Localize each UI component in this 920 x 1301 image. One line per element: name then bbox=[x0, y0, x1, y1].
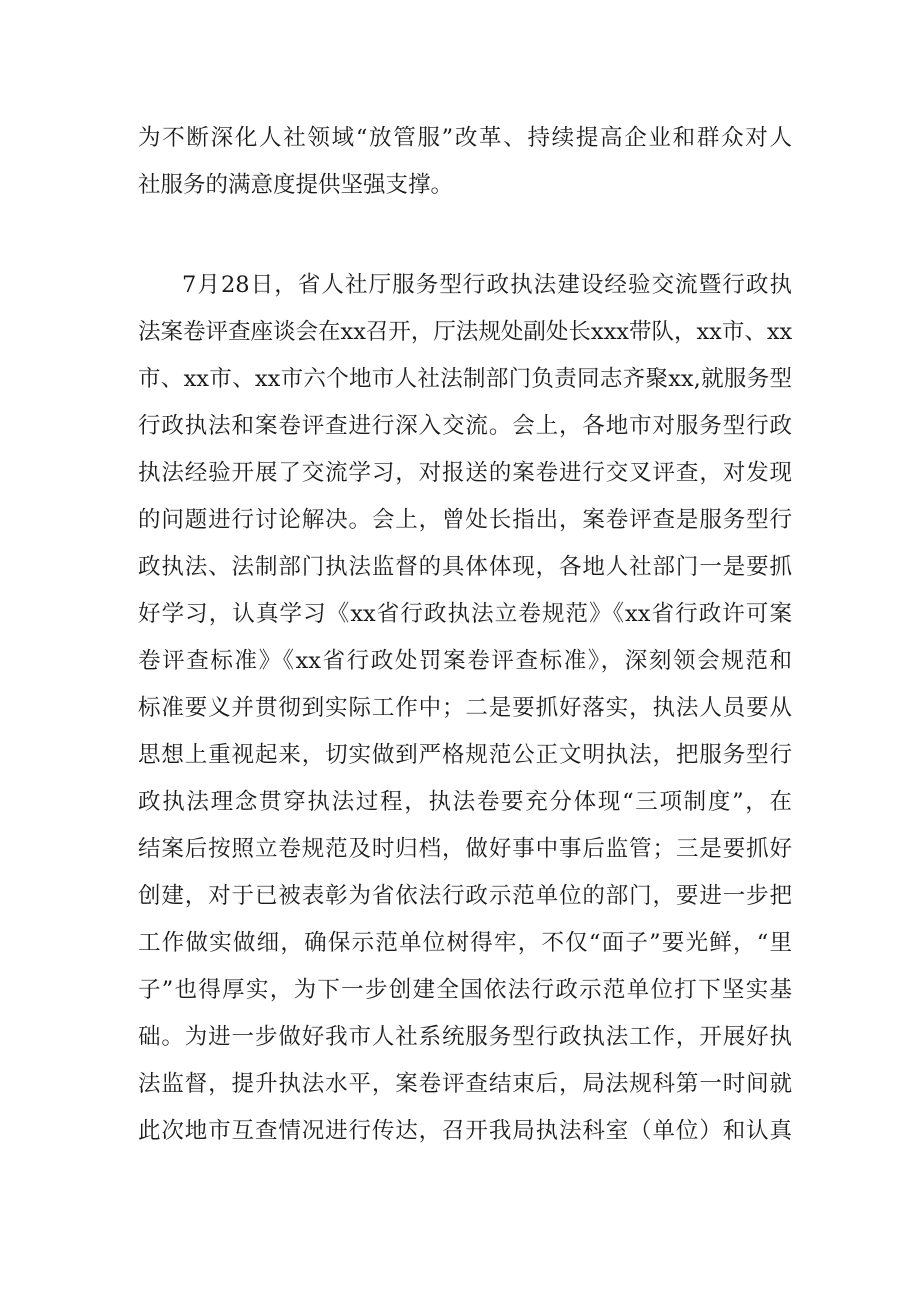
paragraph-2-line-11: 思想上重视起来，切实做到严格规范公正文明执法，把服务型行 bbox=[138, 742, 792, 768]
paragraph-1-line-1: 为不断深化人社领域“放管服”改革、持续提高企业和群众对人 bbox=[138, 125, 792, 151]
paragraph-2-line-14: 创建，对于已被表彰为省依法行政示范单位的部门，要进一步把 bbox=[138, 883, 792, 909]
paragraph-2-line-4: 行政执法和案卷评查进行深入交流。会上，各地市对服务型行政 bbox=[138, 413, 792, 439]
paragraph-1-line-2: 社服务的满意度提供坚强支撑。 bbox=[138, 172, 454, 198]
paragraph-2-line-12: 政执法理念贯穿执法过程，执法卷要充分体现“三项制度”，在 bbox=[138, 789, 792, 815]
paragraph-2-line-19: 此次地市互查情况进行传达，召开我局执法科室（单位）和认真 bbox=[138, 1118, 792, 1144]
paragraph-2-line-13: 结案后按照立卷规范及时归档，做好事中事后监管；三是要抓好 bbox=[138, 836, 792, 862]
paragraph-2-line-2: 法案卷评查座谈会在xx召开，厅法规处副处长xxx带队，xx市、xx bbox=[138, 319, 793, 345]
paragraph-2-line-7: 政执法、法制部门执法监督的具体体现，各地人社部门一是要抓 bbox=[138, 554, 792, 580]
paragraph-2-line-18: 法监督，提升执法水平，案卷评查结束后，局法规科第一时间就 bbox=[138, 1071, 792, 1097]
paragraph-2-line-10: 标准要义并贯彻到实际工作中；二是要抓好落实，执法人员要从 bbox=[138, 695, 792, 721]
paragraph-2-line-3: 市、xx市、xx市六个地市人社法制部门负责同志齐聚xx,就服务型 bbox=[138, 366, 792, 392]
paragraph-2-line-8: 好学习，认真学习《xx省行政执法立卷规范》《xx省行政许可案 bbox=[138, 601, 792, 627]
paragraph-2-line-17: 础。为进一步做好我市人社系统服务型行政执法工作，开展好执 bbox=[138, 1024, 792, 1050]
paragraph-2-line-1: 7月28日，省人社厅服务型行政执法建设经验交流暨行政执 bbox=[182, 272, 792, 298]
paragraph-2-line-16: 子”也得厚实，为下一步创建全国依法行政示范单位打下坚实基 bbox=[138, 977, 792, 1003]
paragraph-2-line-9: 卷评查标准》《xx省行政处罚案卷评查标准》，深刻领会规范和 bbox=[138, 648, 792, 674]
paragraph-2-line-6: 的问题进行讨论解决。会上，曾处长指出，案卷评查是服务型行 bbox=[138, 507, 792, 533]
paragraph-2-line-5: 执法经验开展了交流学习，对报送的案卷进行交叉评查，对发现 bbox=[138, 460, 792, 486]
paragraph-2-line-15: 工作做实做细，确保示范单位树得牢，不仅“面子”要光鲜，“里 bbox=[138, 930, 792, 956]
